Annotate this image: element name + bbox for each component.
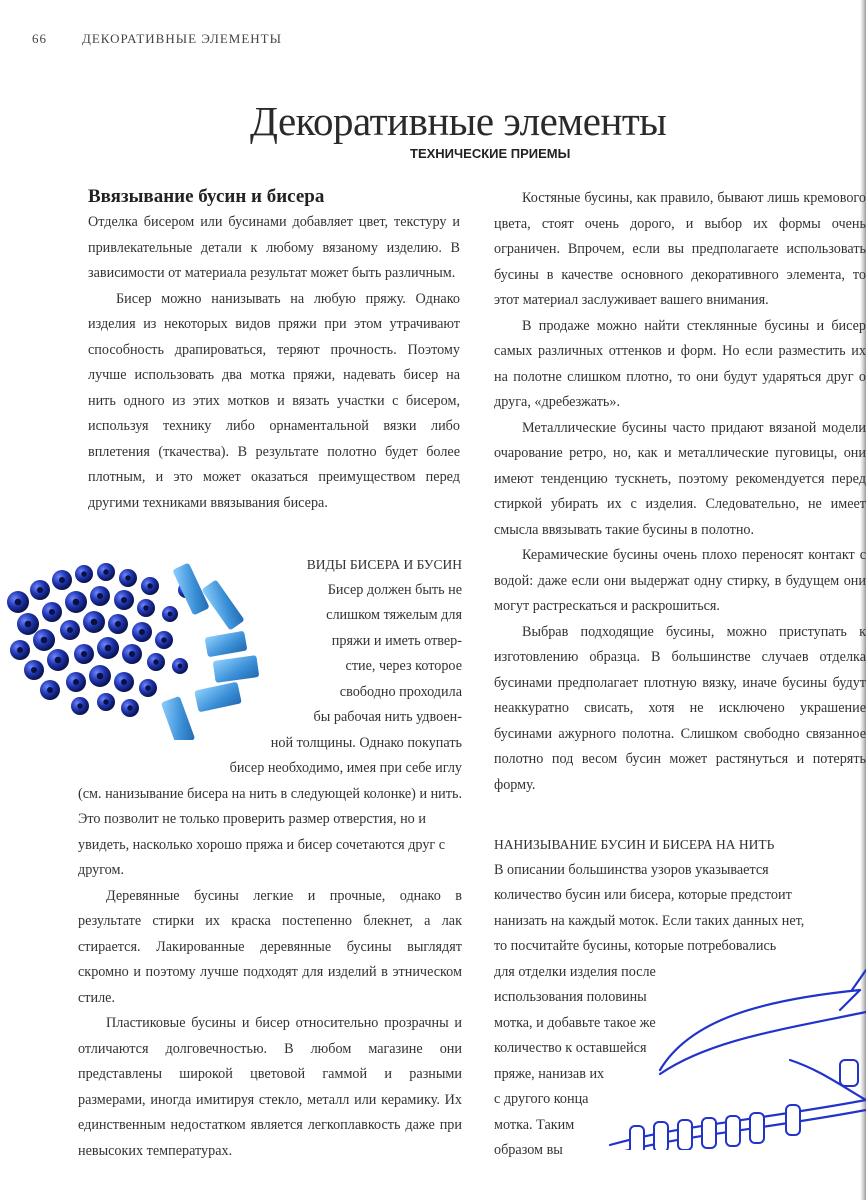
page-number: 66: [32, 31, 47, 46]
page-title: Декоративные элементы: [250, 98, 667, 144]
text-line: для отделки изделия после: [494, 963, 656, 980]
bead-hole: [37, 587, 43, 593]
paragraph: Пластиковые бусины и бисер относительно прозрачны и отличаются долговечностью. В любом магазине они представлены широкой цветовой гаммой и разными размерами, иногда имитируя стекло, металл или керамику. Их единственным недостатком является легкоплавкость даже при невысоких температурах.: [78, 1015, 462, 1159]
column-left-top: [88, 184, 460, 516]
bead-hole: [15, 599, 22, 606]
running-header: [32, 31, 282, 47]
wrap-line: слишком тяжелым для: [326, 607, 462, 623]
text-line: то посчитайте бусины, которые потребовались: [494, 938, 777, 954]
bead-hole: [67, 627, 73, 633]
text-line: использования половины: [494, 989, 647, 1005]
bead-hole: [59, 577, 65, 583]
text-line: нанизать на каждый моток. Если таких данных нет,: [494, 912, 805, 929]
text-line: мотка. Таким: [494, 1116, 575, 1133]
section-name: ДЕКОРАТИВНЫЕ ЭЛЕМЕНТЫ: [82, 31, 282, 46]
text-line: мотка, и добавьте такое же: [494, 1014, 656, 1031]
column-left-wrap: [78, 552, 462, 1164]
wrap-line: бы рабочая нить удвоен-: [313, 709, 462, 725]
needle-thread-illustration: [590, 950, 866, 1150]
wrap-line: Бисер должен быть не: [327, 581, 462, 598]
text-line: образом вы: [494, 1142, 563, 1158]
paragraph: Деревянные бусины легкие и прочные, однако в результате стирки их краска постепенно блекнет, а лак стирается. Лакированные деревянные бусины выглядят скромно и поэтому лучше подходят для изделий в этническом стиле.: [78, 887, 462, 1006]
paragraph: Костяные бусины, как правило, бывают лишь кремового цвета, стоят очень дорого, и выбор их формы очень ограничен. Впрочем, если вы предполагаете использовать бусины в качестве основного декоративного элемента, то этот материал заслуживает вашего внимания.: [494, 190, 866, 308]
wrap-line: ной толщины. Однако покупать: [270, 734, 462, 751]
bead-hole: [41, 637, 48, 644]
paragraph: Отделка бисером или бусинами добавляет цвет, текстуру и привлекательные детали к любому вязаному изделию. В зависимости от материала результат может быть различным.: [88, 214, 460, 281]
paragraph: В продаже можно найти стеклянные бусины и бисер самых различных оттенков и форм. Но если разместить их на полотне слишком плотно, то они будут ударяться друг о друга, «дребезжать».: [494, 317, 866, 410]
wrap-line: стие, через которое: [345, 658, 462, 674]
paragraph: Бисер можно нанизывать на любую пряжу. Однако изделия из некоторых видов пряжи при этом утрачивают способность драпироваться, теряют прочность. Поэтому лучше использовать два мотка пряжи, надевать бисер на нить одного из этих мотков и вязать участки с бисером, используя технику либо орнаментальной вязки либо вплетения (ткачества). В результате полотно будет более плотным, и это может оказаться преимуществом перед другими техниками ввязывания бисера.: [88, 290, 460, 511]
bead-hole: [31, 667, 37, 673]
column-right-top: [494, 186, 866, 798]
wrap-line: пряжи и иметь отвер-: [331, 632, 462, 649]
bead-hole: [25, 621, 32, 628]
subheading-types: ВИДЫ БИСЕРА И БУСИН: [306, 557, 462, 572]
paragraph: Металлические бусины часто придают вязаной модели очарование ретро, но, как и металлические пуговицы, они имеют тенденцию тускнеть, поэтому рекомендуется перед стиркой убирать их с изделия. Следовательно, не имеет смысла ввязывать такие бусины в полотно.: [494, 419, 866, 538]
bead-hole: [55, 657, 62, 664]
bead-hole: [47, 687, 53, 693]
page-subtitle: ТЕХНИЧЕСКИЕ ПРИЕМЫ: [410, 146, 571, 161]
paragraph: (см. нанизывание бисера на нить в следующей колонке) и нить. Это позволит не только проверить размер отверстия, но и увидеть, насколько хорошо пряжа и бисер сочетаются друг с другом.: [78, 785, 462, 878]
section-heading: Ввязывание бусин и бисера: [88, 186, 325, 207]
bead-hole: [17, 647, 23, 653]
text-line: количество к оставшейся: [494, 1040, 647, 1056]
bead-hole: [49, 609, 55, 615]
text-line: с другого конца: [494, 1091, 589, 1107]
text-line: пряже, нанизав их: [494, 1065, 605, 1082]
paragraph: Керамические бусины очень плохо переносят контакт с водой: даже если они выдержат одну стирку, в будущем они могут растрескаться и раскрошиться.: [494, 547, 866, 614]
wrap-line: бисер необходимо, имея при себе иглу: [229, 760, 462, 776]
paragraph: Выбрав подходящие бусины, можно приступать к изготовлению образца. В большинстве случаев отделка бусинами предполагает плотную вязку, иначе бусины будут неаккуратно свисать, хотя не исключено украшение бусинами ажурного полотна. Слишком свободно связанное полотно под весом бусин может растянуться и потерять форму.: [494, 623, 866, 793]
text-line: количество бусин или бисера, которые предстоит: [494, 887, 792, 903]
subheading-stringing: НАНИЗЫВАНИЕ БУСИН И БИСЕРА НА НИТЬ: [494, 837, 775, 852]
text-line: В описании большинства узоров указывается: [494, 861, 769, 878]
wrap-line: свободно проходила: [339, 683, 462, 700]
